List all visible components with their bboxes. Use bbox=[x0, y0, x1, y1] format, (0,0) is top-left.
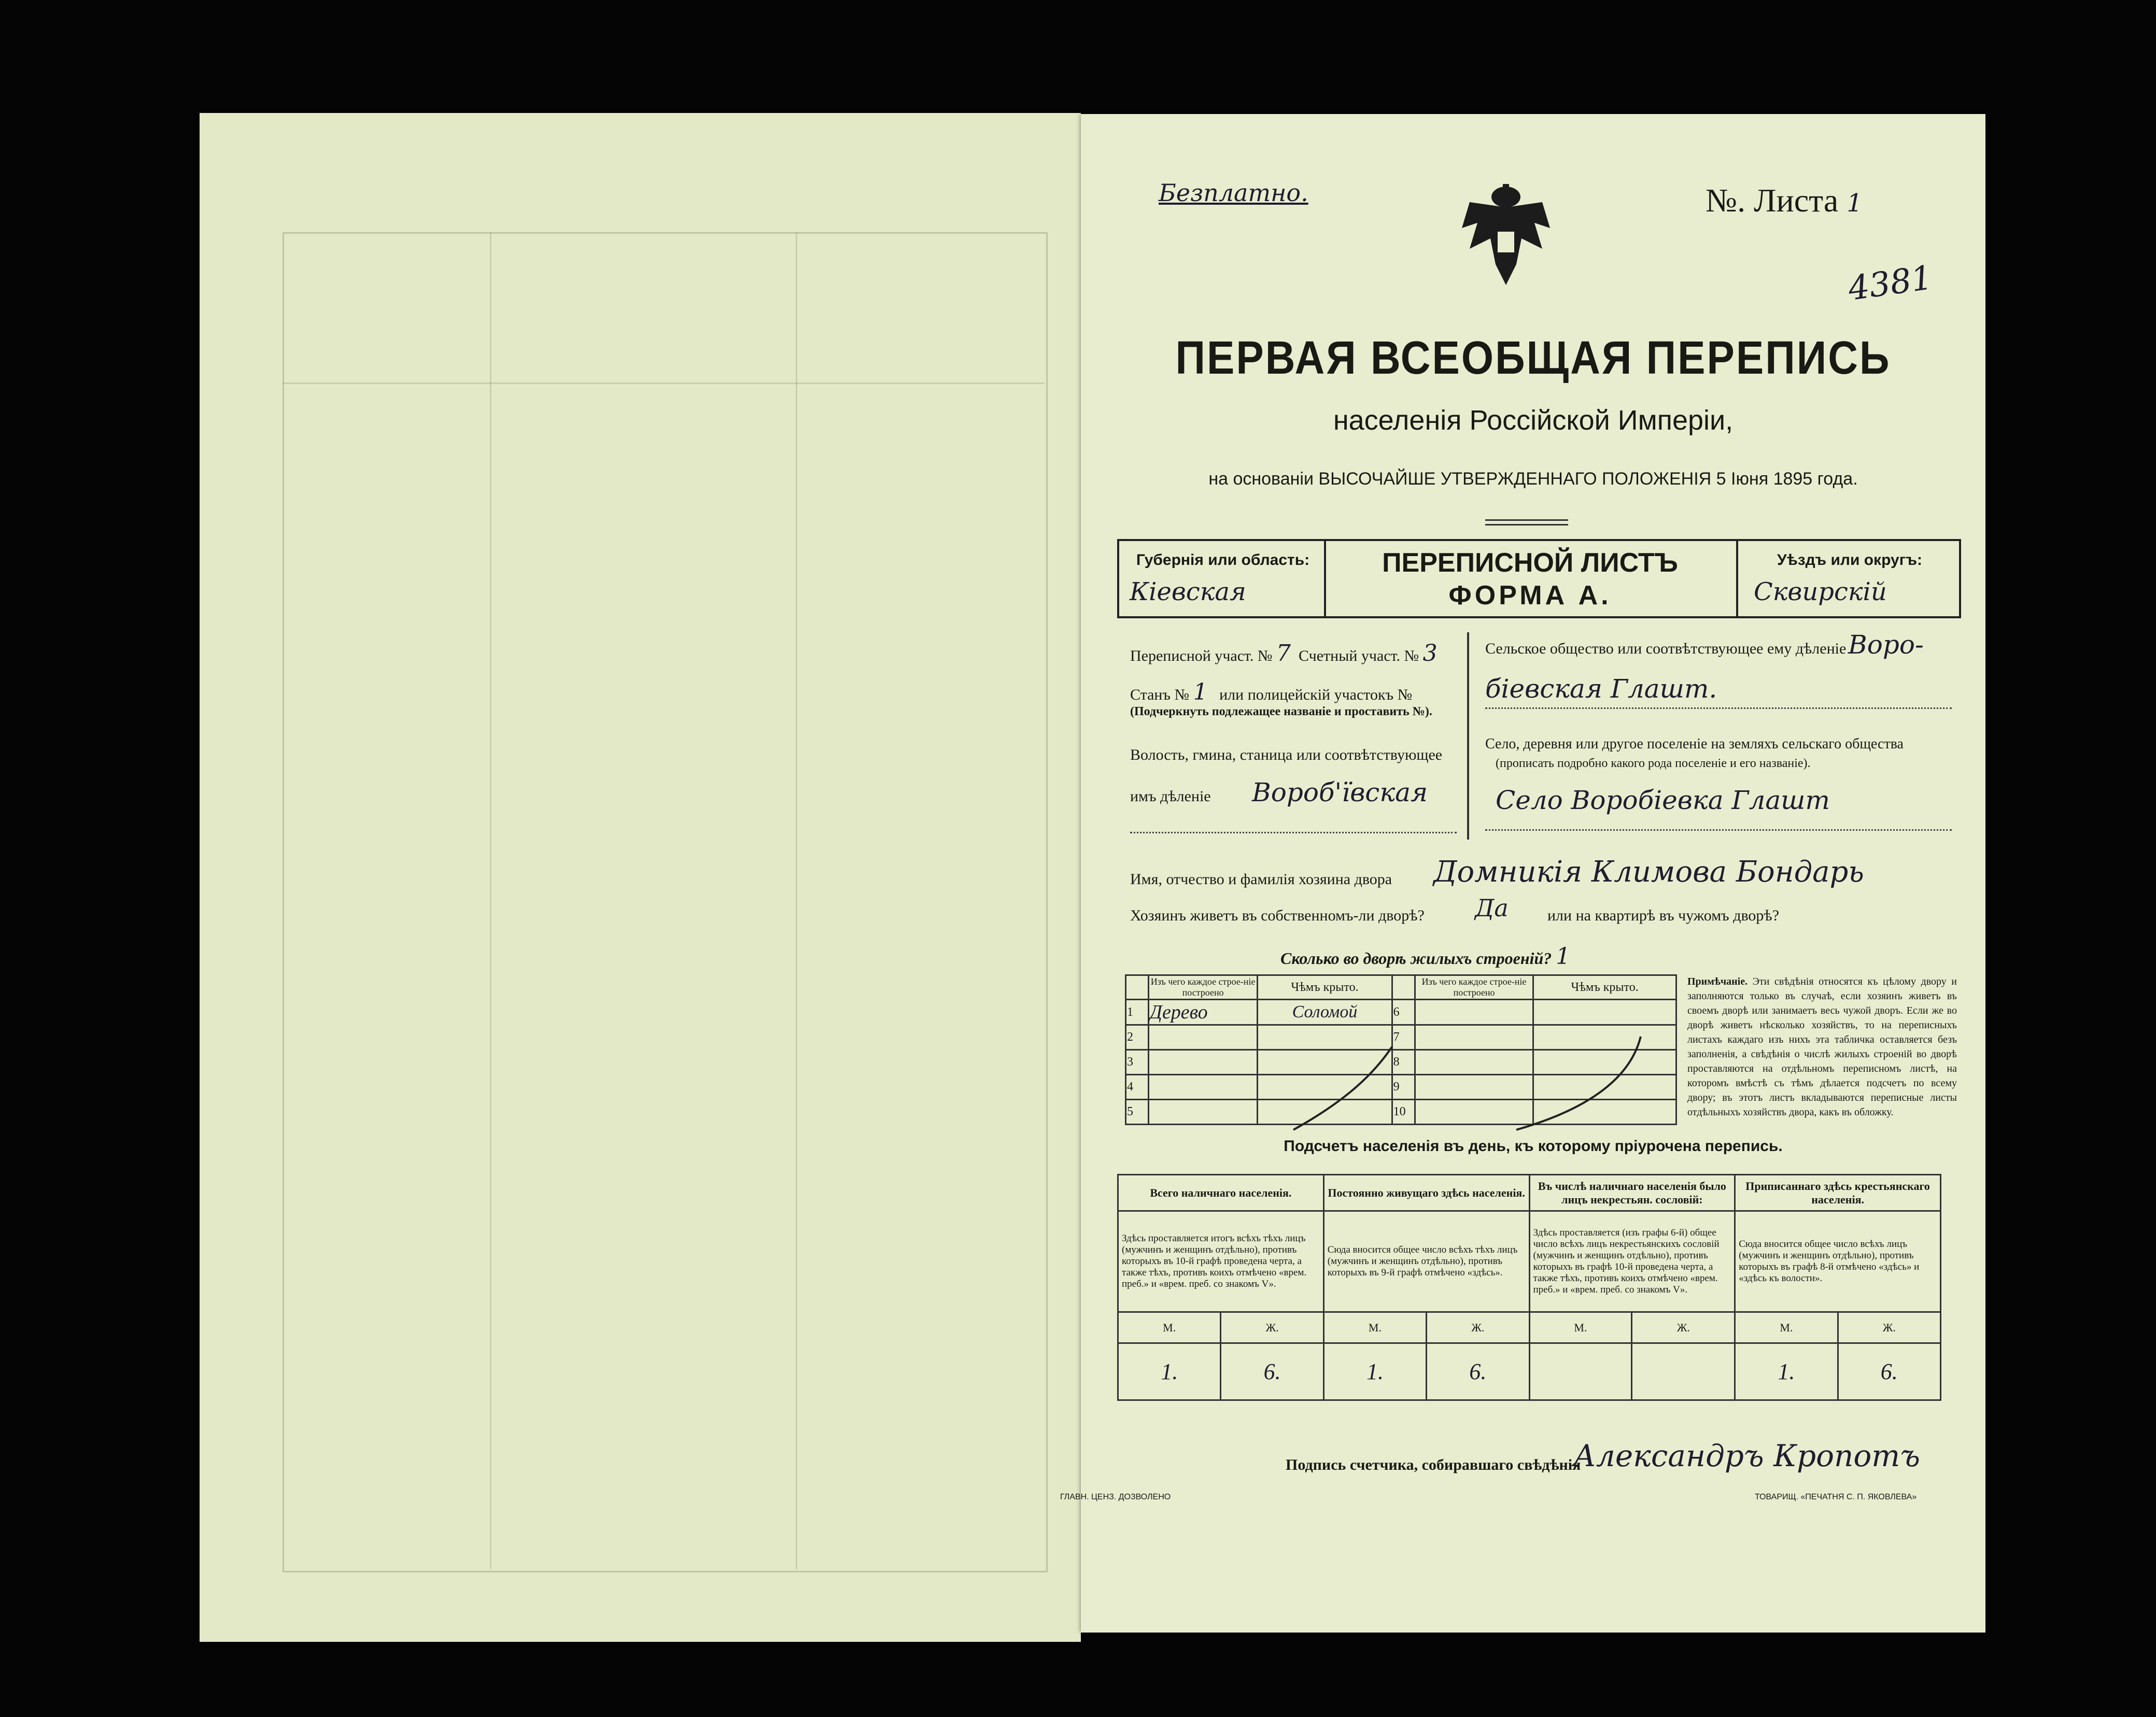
village-underline bbox=[1485, 829, 1952, 831]
volost-underline bbox=[1130, 832, 1457, 833]
row-number: 3 bbox=[1126, 1050, 1149, 1075]
pop-description: Сюда вносится общее число всѣхъ лицъ (мужчинъ и женщинъ отдѣльно), противъ которыхъ въ графѣ 8-й отмѣчено «здѣсь» и «здѣсь къ волости». bbox=[1735, 1211, 1941, 1312]
census-unit-label: Переписной участ. № bbox=[1130, 647, 1273, 664]
row-number: 6 bbox=[1392, 1000, 1415, 1025]
page-subtitle: населенія Россійской Имперіи, bbox=[1333, 405, 1734, 436]
pop-value: 1. bbox=[1118, 1343, 1221, 1400]
pop-value: 6. bbox=[1838, 1343, 1940, 1400]
legal-basis: на основаніи ВЫСОЧАЙШЕ УТВЕРЖДЕННАГО ПОЛОЖЕНІЯ 5 Іюня 1895 года. bbox=[1208, 469, 1858, 489]
pop-value: 1. bbox=[1735, 1343, 1838, 1400]
district-value: Сквирскій bbox=[1754, 577, 1887, 606]
population-table bbox=[1117, 1174, 1941, 1401]
footer-left: ГЛАВН. ЦЕНЗ. ДОЗВОЛЕНО bbox=[1060, 1493, 1171, 1501]
stan-value: 1 bbox=[1193, 679, 1208, 705]
row-number: 4 bbox=[1126, 1075, 1149, 1100]
sheet-number bbox=[1706, 181, 1863, 220]
province-label: Губернія или область: bbox=[1136, 551, 1310, 569]
community-value-1: Воро- bbox=[1848, 630, 1924, 660]
sheet-number-value: 1 bbox=[1847, 189, 1863, 218]
faint-column-line bbox=[490, 232, 491, 1569]
sex-label: Ж. bbox=[1427, 1312, 1529, 1343]
count-title: Подсчетъ населенія въ день, къ которому пріурочена перепись. bbox=[1284, 1138, 1783, 1155]
sex-label: Ж. bbox=[1221, 1312, 1323, 1343]
sex-label: М. bbox=[1735, 1312, 1838, 1343]
volost-value: Вороб'ївская bbox=[1252, 777, 1428, 807]
row-number: 5 bbox=[1126, 1100, 1149, 1125]
sex-label: М. bbox=[1118, 1312, 1221, 1343]
pop-description: Здѣсь проставляется итогъ всѣхъ тѣхъ лицъ (мужчинъ и женщинъ отдѣльно), противъ которыхъ въ 10-й графѣ проведена черта, а также тѣхъ, противъ коихъ отмѣчено «врем. преб.» и «врем. преб. со знакомъ V». bbox=[1118, 1211, 1324, 1312]
province-cell bbox=[1119, 541, 1326, 616]
stan-line bbox=[1130, 679, 1412, 705]
footer-right: ТОВАРИЩ. «ПЕЧАТНЯ С. П. ЯКОВЛЕВА» bbox=[1755, 1493, 1917, 1501]
police-label: или полицейскій участокъ № bbox=[1219, 686, 1413, 703]
stan-label: Станъ № bbox=[1130, 686, 1190, 703]
owner-rent-label: или на квартирѣ въ чужомъ дворѣ? bbox=[1547, 907, 1780, 924]
sex-label: Ж. bbox=[1838, 1312, 1940, 1343]
row1-roof-value: Соломой bbox=[1258, 1000, 1392, 1025]
community-value-2: біевская Глашт. bbox=[1485, 674, 1717, 704]
sex-label: М. bbox=[1529, 1312, 1632, 1343]
note-title: Примѣчаніе. bbox=[1687, 976, 1748, 987]
fields-divider bbox=[1467, 632, 1469, 840]
count-unit-value: 3 bbox=[1422, 640, 1438, 666]
free-label: Безплатно. bbox=[1159, 179, 1308, 207]
community-label: Сельское общество или соотвѣтствующее ему дѣленіе bbox=[1485, 640, 1847, 657]
pop-description: Здѣсь проставляется (изъ графы 6-й) общее число всѣхъ лицъ некрестьянскихъ сословій (мужчинъ и женщинъ отдѣльно), противъ которыхъ въ графѣ 10-й проведена черта, а также тѣхъ, противъ коихъ отмѣчено «врем. преб.» и «врем. преб. со знакомъ V». bbox=[1529, 1211, 1735, 1312]
faint-table-frame bbox=[283, 232, 1048, 1572]
pop-value bbox=[1529, 1343, 1632, 1400]
faint-column-line bbox=[796, 232, 797, 1569]
form-name: ПЕРЕПИСНОЙ ЛИСТЪ bbox=[1382, 548, 1678, 578]
note-block bbox=[1687, 974, 1957, 1119]
row1-built-value: Дерево bbox=[1148, 1000, 1258, 1025]
pop-value bbox=[1632, 1343, 1735, 1400]
row-number: 9 bbox=[1392, 1075, 1415, 1100]
census-unit bbox=[1130, 640, 1438, 666]
buildings-count bbox=[1280, 943, 1570, 970]
row-number: 1 bbox=[1126, 1000, 1149, 1025]
signature-label: Подпись счетчика, собиравшаго свѣдѣнія bbox=[1286, 1456, 1581, 1473]
page-title: ПЕРВАЯ ВСЕОБЩАЯ ПЕРЕПИСЬ bbox=[1175, 332, 1891, 384]
district-cell bbox=[1736, 541, 1961, 616]
count-unit-label: Счетный участ. № bbox=[1299, 647, 1419, 664]
row-number: 2 bbox=[1126, 1025, 1149, 1050]
village-note: (прописать подробно какого рода поселеніе и его названіе). bbox=[1496, 757, 1811, 770]
owner-name-value: Домникія Климова Бондарь bbox=[1433, 855, 1864, 889]
owner-lives-value: Да bbox=[1475, 894, 1509, 922]
signature-value: Александръ Кропотъ bbox=[1573, 1438, 1920, 1473]
col-roof-header: Чѣмъ крыто. bbox=[1258, 975, 1392, 1000]
community-underline bbox=[1485, 707, 1952, 709]
faint-row-line bbox=[283, 382, 1045, 384]
pop-value: 1. bbox=[1323, 1343, 1426, 1400]
ornament-divider bbox=[1485, 519, 1568, 526]
note-text: Эти свѣдѣнія относятся къ цѣлому двору и заполняются только въ случаѣ, если хозяинъ живетъ въ своемъ дворѣ или занимаетъ весь чужой дворъ. Если же во дворѣ живетъ нѣсколько хозяйствъ, то на переписныхъ листахъ каждаго изъ нихъ эта табличка оставляется безъ заполненія, а свѣдѣнія о числѣ жилыхъ строеній во дворѣ проставляются на отдѣльномъ переписномъ листѣ, на которомъ вмѣстѣ съ тѣмъ дѣлается подсчетъ по всему двору; въ этотъ листъ вкладываются переписные листы отдѣльныхъ хозяйствъ двора, какъ въ обложку. bbox=[1687, 976, 1957, 1118]
row-number: 8 bbox=[1392, 1050, 1415, 1075]
sex-label: Ж. bbox=[1632, 1312, 1735, 1343]
buildings-count-value: 1 bbox=[1556, 943, 1571, 970]
sheet-number-label: №. Листа bbox=[1706, 182, 1839, 219]
row-number: 10 bbox=[1392, 1100, 1415, 1125]
form-type: ФОРМА А. bbox=[1448, 580, 1612, 611]
sex-label: М. bbox=[1323, 1312, 1426, 1343]
census-unit-value: 7 bbox=[1276, 640, 1291, 666]
province-value: Кіевская bbox=[1130, 577, 1246, 606]
form-header-box bbox=[1117, 539, 1961, 618]
col-built-header: Изъ чего каждое строе-ніе построено bbox=[1415, 975, 1533, 1000]
pop-header: Всего наличнаго населенія. bbox=[1118, 1175, 1324, 1211]
owner-lives-label: Хозяинъ живетъ въ собственномъ-ли дворѣ? bbox=[1130, 907, 1425, 924]
pop-value: 6. bbox=[1221, 1343, 1323, 1400]
pop-description: Сюда вносится общее число всѣхъ тѣхъ лицъ (мужчинъ и женщинъ отдѣльно), противъ которыхъ въ 9-й графѣ отмѣчено «здѣсь». bbox=[1323, 1211, 1529, 1312]
col-built-header: Изъ чего каждое строе-ніе построено bbox=[1148, 975, 1258, 1000]
buildings-count-label: Сколько во дворѣ жилыхъ строеній? bbox=[1280, 949, 1552, 968]
archive-number: 4381 bbox=[1845, 259, 1935, 308]
village-value: Село Воробіевка Глашт bbox=[1496, 785, 1830, 815]
dash-strokes bbox=[1278, 1016, 1672, 1135]
volost-label-2: имъ дѣленіе bbox=[1130, 788, 1211, 805]
imperial-eagle-icon bbox=[1459, 181, 1553, 290]
pop-header: Въ числѣ наличнаго населенія было лицъ некрестьян. сословій: bbox=[1529, 1175, 1735, 1211]
underline-note: (Подчеркнуть подлежащее названіе и проставить №). bbox=[1130, 705, 1432, 718]
pop-value: 6. bbox=[1427, 1343, 1529, 1400]
row-number: 7 bbox=[1392, 1025, 1415, 1050]
volost-label: Волость, гмина, станица или соотвѣтствующее bbox=[1130, 746, 1443, 763]
village-label: Село, деревня или другое поселеніе на земляхъ сельскаго общества bbox=[1485, 736, 1904, 752]
owner-name-label: Имя, отчество и фамилія хозяина двора bbox=[1130, 871, 1392, 888]
pop-header: Приписаннаго здѣсь крестьянскаго населенія. bbox=[1735, 1175, 1941, 1211]
district-label: Уѣздъ или округъ: bbox=[1777, 551, 1923, 569]
col-roof-header: Чѣмъ крыто. bbox=[1533, 975, 1676, 1000]
census-form-page bbox=[1060, 114, 1985, 1633]
pop-header: Постоянно живущаго здѣсь населенія. bbox=[1323, 1175, 1529, 1211]
left-page bbox=[200, 113, 1081, 1642]
